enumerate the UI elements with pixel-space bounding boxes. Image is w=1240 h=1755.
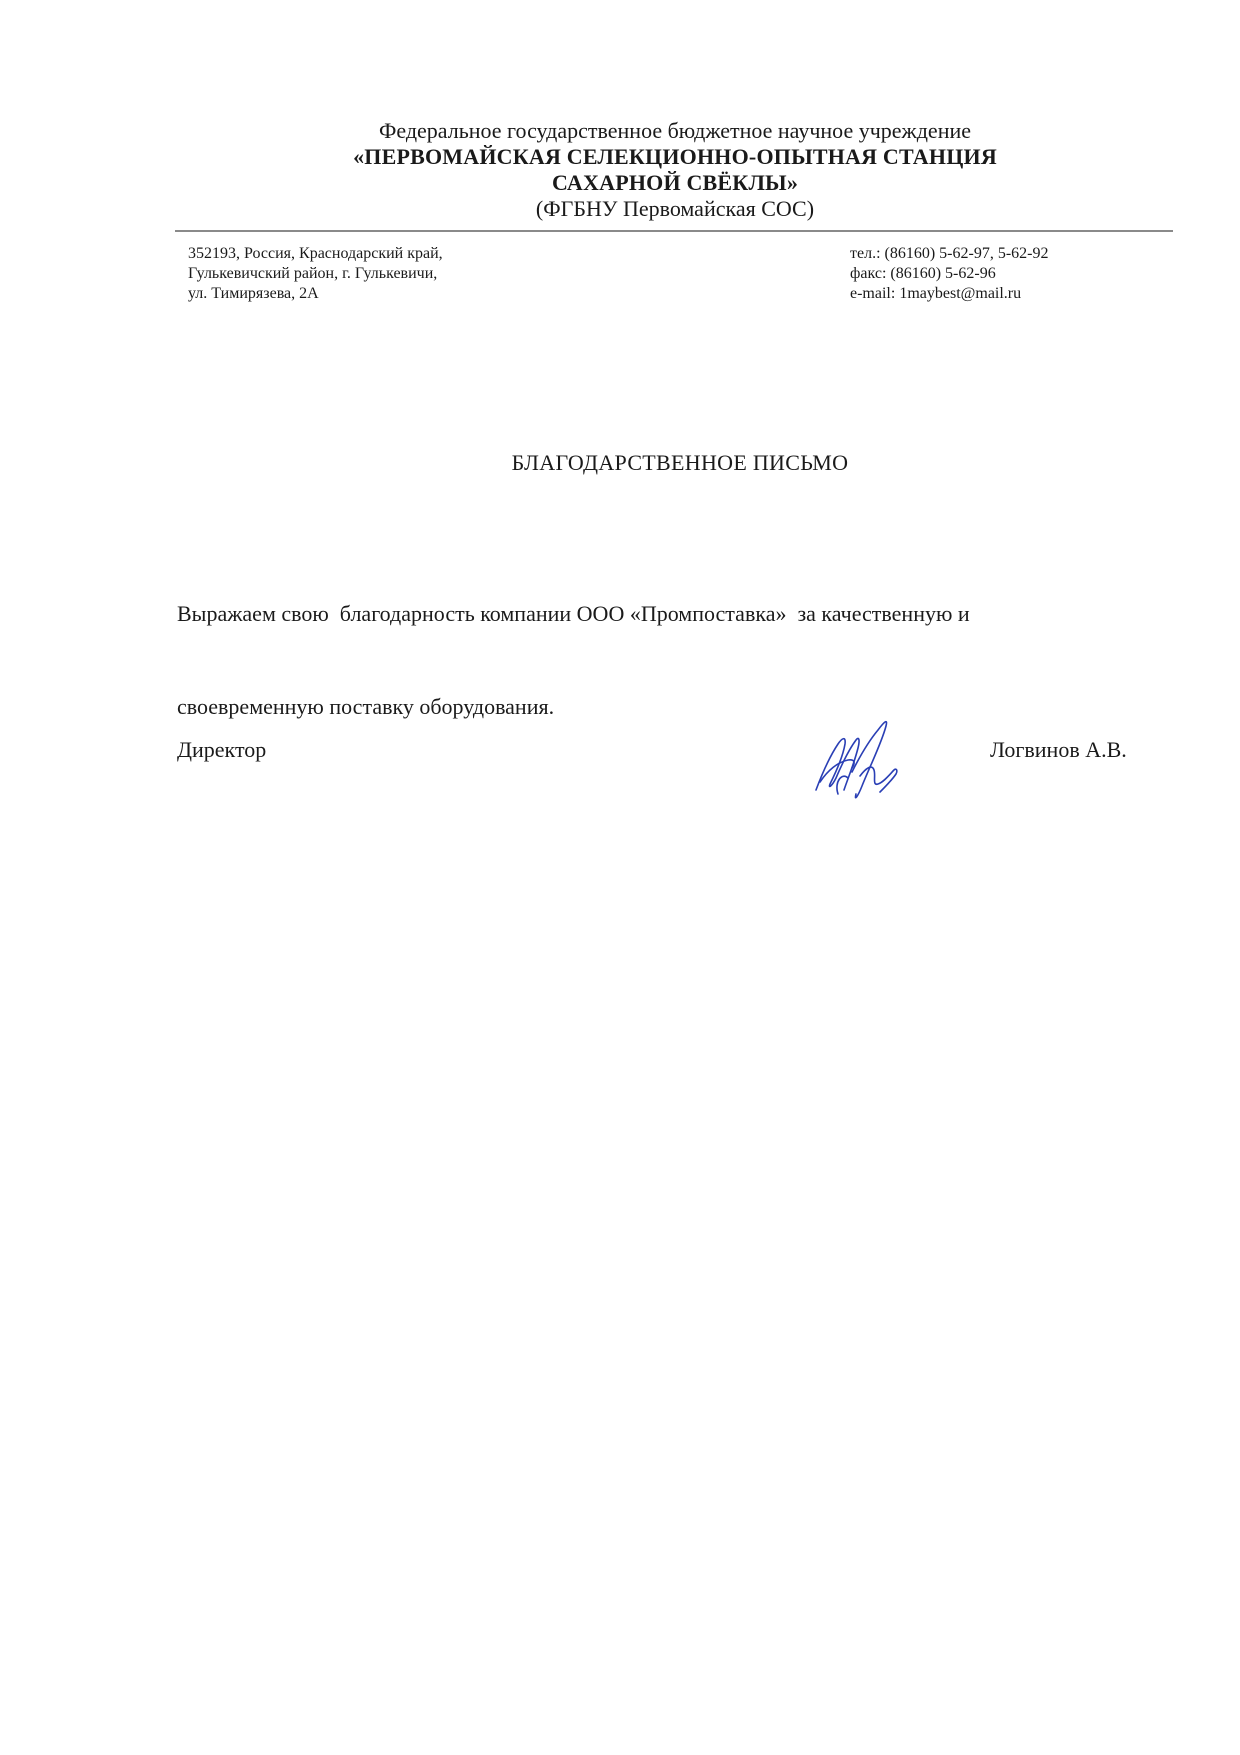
address-line-2: Гулькевичский район, г. Гулькевичи, <box>188 265 438 282</box>
letterhead-divider <box>175 230 1173 232</box>
address-line-3: ул. Тимирязева, 2А <box>188 285 319 302</box>
contact-block <box>850 244 1049 304</box>
institution-name-line1: «ПЕРВОМАЙСКАЯ СЕЛЕКЦИОННО-ОПЫТНАЯ СТАНЦИЯ <box>353 144 997 169</box>
letterhead <box>175 118 1175 222</box>
phone-text: тел.: (86160) 5-62-97, 5-62-92 <box>850 245 1049 262</box>
letter-body <box>177 536 1137 753</box>
signatory-position: Директор <box>177 737 267 762</box>
handwritten-signature <box>808 712 918 807</box>
body-line-1: Выражаем свою благодарность компании ООО «Промпоставка» за качественную и <box>177 601 970 626</box>
document-title: БЛАГОДАРСТВЕННОЕ ПИСЬМО <box>511 450 849 475</box>
email-text: e-mail: 1maybest@mail.ru <box>850 285 1022 302</box>
institution-type: Федеральное государственное бюджетное научное учреждение <box>378 118 972 143</box>
body-line-2: своевременную поставку оборудования. <box>177 694 555 719</box>
institution-name-line2: САХАРНОЙ СВЁКЛЫ» <box>551 170 799 195</box>
postal-address <box>188 244 443 304</box>
address-line-1: 352193, Россия, Краснодарский край, <box>188 245 443 262</box>
institution-abbreviation: (ФГБНУ Первомайская СОС) <box>535 196 815 221</box>
signatory-name: Логвинов А.В. <box>990 737 1127 762</box>
fax-text: факс: (86160) 5-62-96 <box>850 265 996 282</box>
